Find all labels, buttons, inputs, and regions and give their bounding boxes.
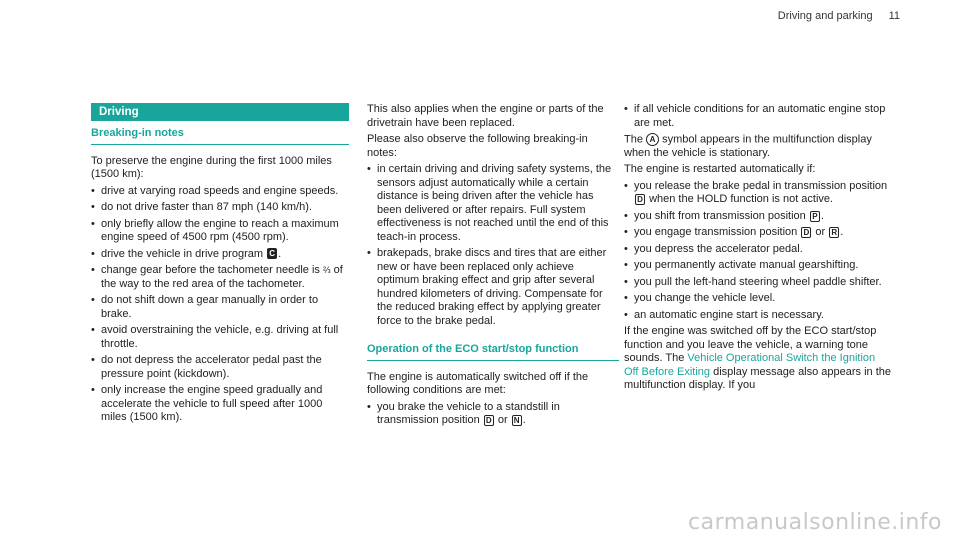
paragraph [624, 133, 892, 160]
page-header [778, 10, 900, 24]
list-item [624, 210, 892, 224]
paragraph: This also applies when the engine or parts of the drivetrain have been replaced. [367, 103, 604, 129]
display-message: Vehicle Operational Switch the Ignition Off Before Exiting [624, 352, 876, 378]
header-section-title: Driving and parking [777, 10, 873, 22]
text-segment: . [820, 209, 824, 222]
text-segment: of the way to the red area of the tachometer. [101, 264, 343, 290]
text-segment: If the engine was switched off by the ECO start/stop function and you leave the vehicle, a warning tone sounds. The [624, 325, 877, 365]
page-number: 11 [888, 10, 900, 22]
text-segment: when the HOLD function is not active. [649, 193, 834, 206]
column-middle [367, 103, 619, 431]
list-item: • you permanently activate manual gearshifting. [624, 259, 892, 273]
text-segment: . [278, 247, 282, 260]
paragraph: The engine is restarted automatically if: [624, 163, 816, 176]
intro-paragraph: To preserve the engine during the first 1000 miles (1500 km): [91, 154, 332, 180]
list-item [91, 264, 349, 291]
gear-r-icon: R [829, 227, 839, 238]
list-item: • you depress the accelerator pedal. [624, 243, 892, 257]
list-item: • do not drive faster than 87 mph (140 km/h). [91, 201, 349, 215]
section-title-bar: Driving [91, 103, 349, 121]
text-segment: you engage transmission position [634, 226, 798, 239]
text-segment: you brake the vehicle to a standstill in transmission position [377, 400, 560, 426]
text-segment: The [624, 133, 643, 146]
text-segment: you release the brake pedal in transmission position [634, 179, 888, 192]
paragraph: The engine is automatically switched off if the following conditions are met: [367, 370, 589, 396]
list-item [624, 180, 892, 207]
text-segment: drive the vehicle in drive program [101, 247, 264, 260]
text-segment: or [497, 414, 508, 426]
restart-conditions-list [624, 180, 892, 323]
text-segment: or [815, 226, 826, 239]
list-item [367, 401, 619, 428]
watermark: carmanualsonline.info [688, 509, 942, 535]
text-segment: symbol appears in the multifunction display when the vehicle is stationary. [624, 133, 872, 159]
text-segment: display message also appears in the multifunction display. If you [624, 365, 892, 392]
gear-d-icon: D [635, 194, 645, 205]
list-item: • in certain driving and driving safety systems, the sensors adjust automatically while a certain distance is being driven after the vehicle has been delivered or after repairs. Full system effectiveness is not reached until the end of this teach-in process. [367, 163, 619, 244]
list-item: • only increase the engine speed gradually and accelerate the vehicle to full speed after 1000 miles (1500 km). [91, 384, 349, 425]
gear-d-icon: D [801, 227, 811, 238]
eco-start-stop-icon: A [646, 133, 659, 146]
eco-conditions-list [367, 401, 619, 428]
text-segment: . [840, 226, 844, 239]
list-item: • avoid overstraining the vehicle, e.g. driving at full throttle. [91, 324, 349, 351]
list-item [624, 226, 892, 240]
column-right [624, 103, 892, 396]
gear-n-icon: N [512, 415, 522, 426]
breaking-in-notes-list [367, 163, 619, 328]
list-item: • drive at varying road speeds and engine speeds. [91, 185, 349, 199]
list-item: • you change the vehicle level. [624, 292, 892, 306]
text-segment: . [522, 414, 526, 426]
subsection-heading: Breaking-in notes [91, 127, 349, 145]
gear-p-icon: P [810, 211, 820, 222]
list-item: • only briefly allow the engine to reach a maximum engine speed of 4500 rpm (4500 rpm). [91, 218, 349, 245]
list-item: • an automatic engine start is necessary. [624, 309, 892, 323]
breaking-in-list [91, 185, 349, 425]
list-item: • if all vehicle conditions for an automatic engine stop are met. [624, 103, 892, 130]
subsection-heading: Operation of the ECO start/stop function [367, 343, 619, 361]
paragraph [624, 325, 892, 393]
list-item [91, 248, 349, 262]
column-left [91, 103, 349, 428]
list-item: • do not depress the accelerator pedal past the pressure point (kickdown). [91, 354, 349, 381]
fraction: ⅔ [323, 265, 331, 275]
text-segment: change gear before the tachometer needle is [101, 264, 320, 276]
text-segment: you shift from transmission position [634, 209, 806, 222]
gear-d-icon: D [484, 415, 494, 426]
list-item: • do not shift down a gear manually in order to brake. [91, 294, 349, 321]
eco-conditions-list-continued [624, 103, 892, 130]
list-item: • you pull the left-hand steering wheel paddle shifter. [624, 276, 892, 290]
list-item: • brakepads, brake discs and tires that are either new or have been replaced only achieve optimum braking effect and grip after several hundred kilometers of driving. Compensate for the reduced braking effect by applying greater force to the brake pedal. [367, 247, 619, 328]
paragraph: Please also observe the following breaking-in notes: [367, 133, 588, 159]
drive-program-c-icon: C [267, 248, 277, 259]
